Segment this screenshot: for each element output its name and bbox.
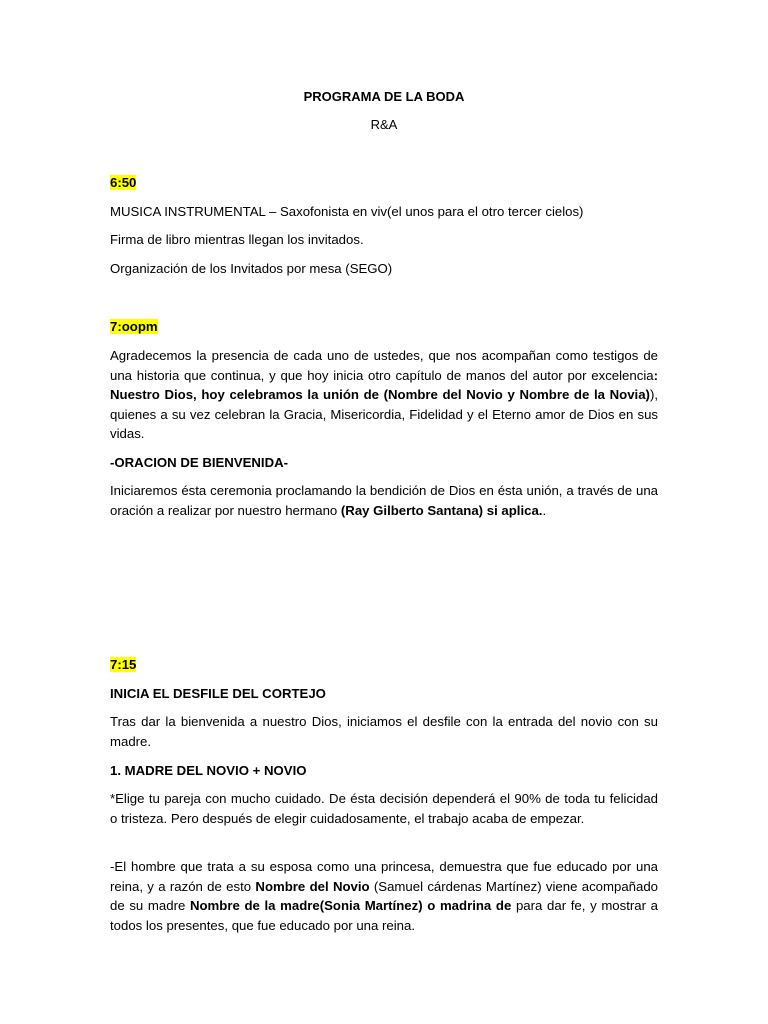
groom-mother-paragraph (110, 857, 658, 935)
procession-item-1: 1. MADRE DEL NOVIO + NOVIO (110, 763, 307, 778)
welcome-paragraph (110, 346, 658, 444)
groom-text-e: para dar fe, y mostrar a todos los presentes, que fue educado por una reina. (110, 898, 659, 933)
prayer-text-c: . (542, 502, 547, 518)
welcome-text-a: Agradecemos la presencia de cada uno de ustedes, que nos acompañan como testigos de una historia que continua, y que hoy inicia otro capítulo de manos del autor por excelencia (110, 348, 658, 383)
time-heading-650 (110, 173, 658, 193)
groom-text-a: -El hombre que trata a su esposa como una princesa, demuestra que fue educado por una reina, y a razón de esto (110, 859, 658, 894)
procession-heading: INICIA EL DESFILE DEL CORTEJO (110, 686, 326, 701)
groom-name-placeholder: Nombre del Novio (255, 878, 370, 894)
seating-line: Organización de los Invitados por mesa (SEGO) (110, 261, 393, 276)
mother-name-placeholder: Nombre de la madre(Sonia Martínez) o madrina de (189, 898, 512, 913)
music-line: MUSICA INSTRUMENTAL – Saxofonista en viv(el unos para el otro tercer cielos) (110, 204, 584, 219)
welcome-text-b: : Nuestro Dios, hoy celebramos la unión de (Nombre del Novio y Nombre de la Novia (110, 367, 658, 402)
time-heading-715 (110, 655, 658, 675)
prayer-text-a: Iniciaremos ésta ceremonia proclamando la bendición de Dios en ésta unión, a través de una oración a realizar por nuestro hermano (110, 483, 658, 518)
time-label: 6:50 (110, 175, 137, 190)
document-title: PROGRAMA DE LA BODA (303, 89, 465, 104)
procession-paragraph: Tras dar la bienvenida a nuestro Dios, iniciamos el desfile con la entrada del novio con su madre. (110, 714, 658, 749)
prayer-text-b: (Ray Gilberto Santana) si aplica. (340, 502, 543, 518)
advice-paragraph: *Elige tu pareja con mucho cuidado. De ésta decisión dependerá el 90% de toda tu felicidad o tristeza. Pero después de elegir cuidadosamente, el trabajo acaba de empezar. (110, 791, 658, 826)
time-label: 7:15 (110, 657, 137, 672)
document-subtitle: R&A (370, 117, 398, 132)
prayer-heading: -ORACION DE BIENVENIDA- (110, 455, 289, 470)
groom-text-c: (Samuel cárdenas Martínez) viene acompañado de su madre (110, 878, 659, 913)
prayer-paragraph (110, 481, 658, 520)
welcome-text-c-paren: ) (645, 387, 650, 402)
guestbook-line: Firma de libro mientras llegan los invitados. (110, 232, 364, 247)
time-label: 7:oopm (110, 319, 158, 334)
welcome-text-c: ), quienes a su vez celebran la Gracia, Misericordia, Fidelidad y el Eterno amor de Dios en sus vidas. (110, 387, 658, 441)
time-heading-700 (110, 317, 658, 337)
